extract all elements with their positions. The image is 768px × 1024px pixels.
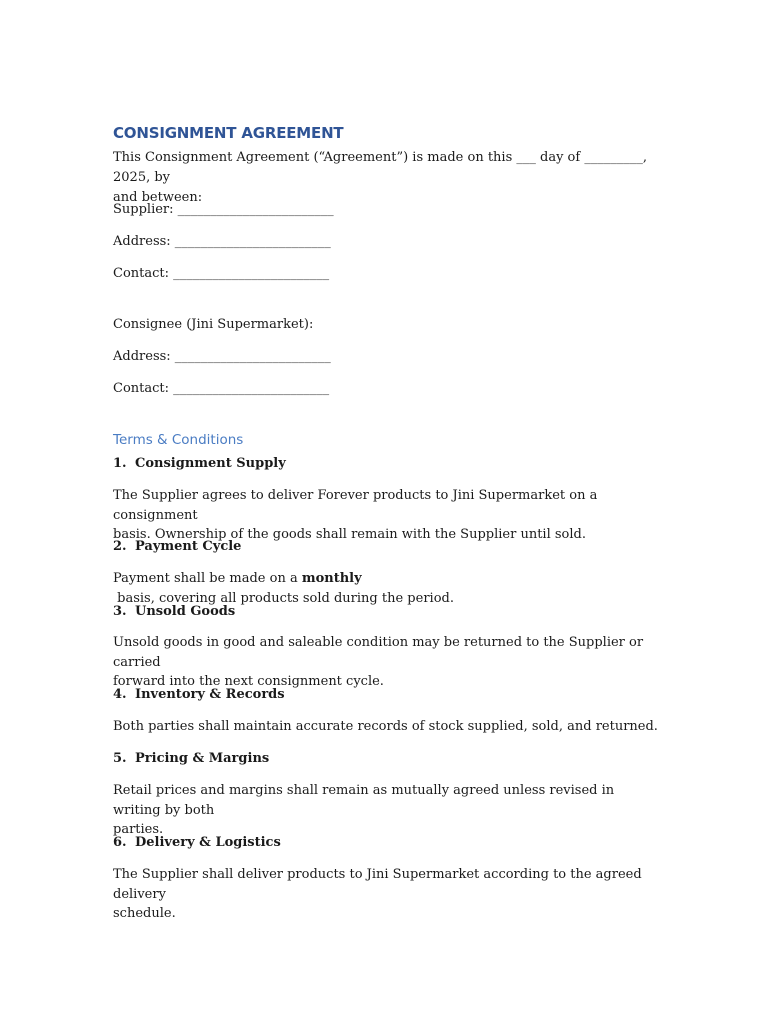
clause-title <box>113 602 658 622</box>
supplier-address-field: Address: ________________________ <box>113 234 331 249</box>
clause-title <box>113 749 658 769</box>
consignee-contact-field: Contact: ________________________ <box>113 381 330 396</box>
clause-body <box>113 633 658 692</box>
clause-body-line: Unsold goods in good and saleable condition may be returned to the Supplier or carried <box>113 635 644 670</box>
clause-body-line: parties. <box>113 822 164 837</box>
consignee-field: Consignee (Jini Supermarket): <box>113 317 314 332</box>
clause-number: 6. <box>113 835 127 850</box>
clause-title-text: Pricing & Margins <box>135 751 270 766</box>
clause-title-text: Payment Cycle <box>135 539 242 554</box>
clause-body-line: Both parties shall maintain accurate records of stock supplied, sold, and returned. <box>113 719 658 734</box>
terms-heading: Terms & Conditions <box>113 432 244 448</box>
clause-body-text: basis, covering all products sold during the period. <box>113 590 454 606</box>
clause-body <box>113 865 658 924</box>
clause-title-text: Consignment Supply <box>135 456 286 471</box>
clause-number: 3. <box>113 604 127 619</box>
clause-body-line: basis. Ownership of the goods shall remain with the Supplier until sold. <box>113 527 586 542</box>
clause-body-line: Retail prices and margins shall remain as mutually agreed unless revised in writing by both <box>113 783 615 818</box>
clause-body-text: Payment shall be made on a <box>113 571 302 586</box>
document-title: CONSIGNMENT AGREEMENT <box>113 124 344 142</box>
clause-title <box>113 685 658 705</box>
clause-body-line: forward into the next consignment cycle. <box>113 674 384 689</box>
clause-body-emphasis: monthly <box>301 571 362 586</box>
clause-body-line: The Supplier agrees to deliver Forever products to Jini Supermarket on a consignment <box>113 488 598 523</box>
clause-title <box>113 537 658 557</box>
clause-number: 4. <box>113 687 127 702</box>
intro-line: and between: <box>113 190 203 205</box>
clause-number: 1. <box>113 456 127 471</box>
clause-body-line: schedule. <box>113 906 176 921</box>
clause-number: 5. <box>113 751 127 766</box>
clause-number: 2. <box>113 539 127 554</box>
clause-body <box>113 486 658 545</box>
clause-body-line: The Supplier shall deliver products to Jini Supermarket according to the agreed delivery <box>113 867 642 902</box>
clause-body <box>113 717 658 737</box>
clause-title-text: Inventory & Records <box>135 687 285 702</box>
intro-paragraph <box>113 148 658 208</box>
clause-title <box>113 454 658 474</box>
supplier-field: Supplier: ________________________ <box>113 202 334 217</box>
clause-title-text: Delivery & Logistics <box>135 835 281 850</box>
supplier-contact-field: Contact: ________________________ <box>113 266 330 281</box>
intro-line: This Consignment Agreement (“Agreement”) is made on this ___ day of _________, 2025, by <box>113 150 647 185</box>
consignee-address-field: Address: ________________________ <box>113 349 331 364</box>
clause-title-text: Unsold Goods <box>135 604 236 619</box>
clause-body <box>113 781 658 840</box>
clause-title <box>113 833 658 853</box>
